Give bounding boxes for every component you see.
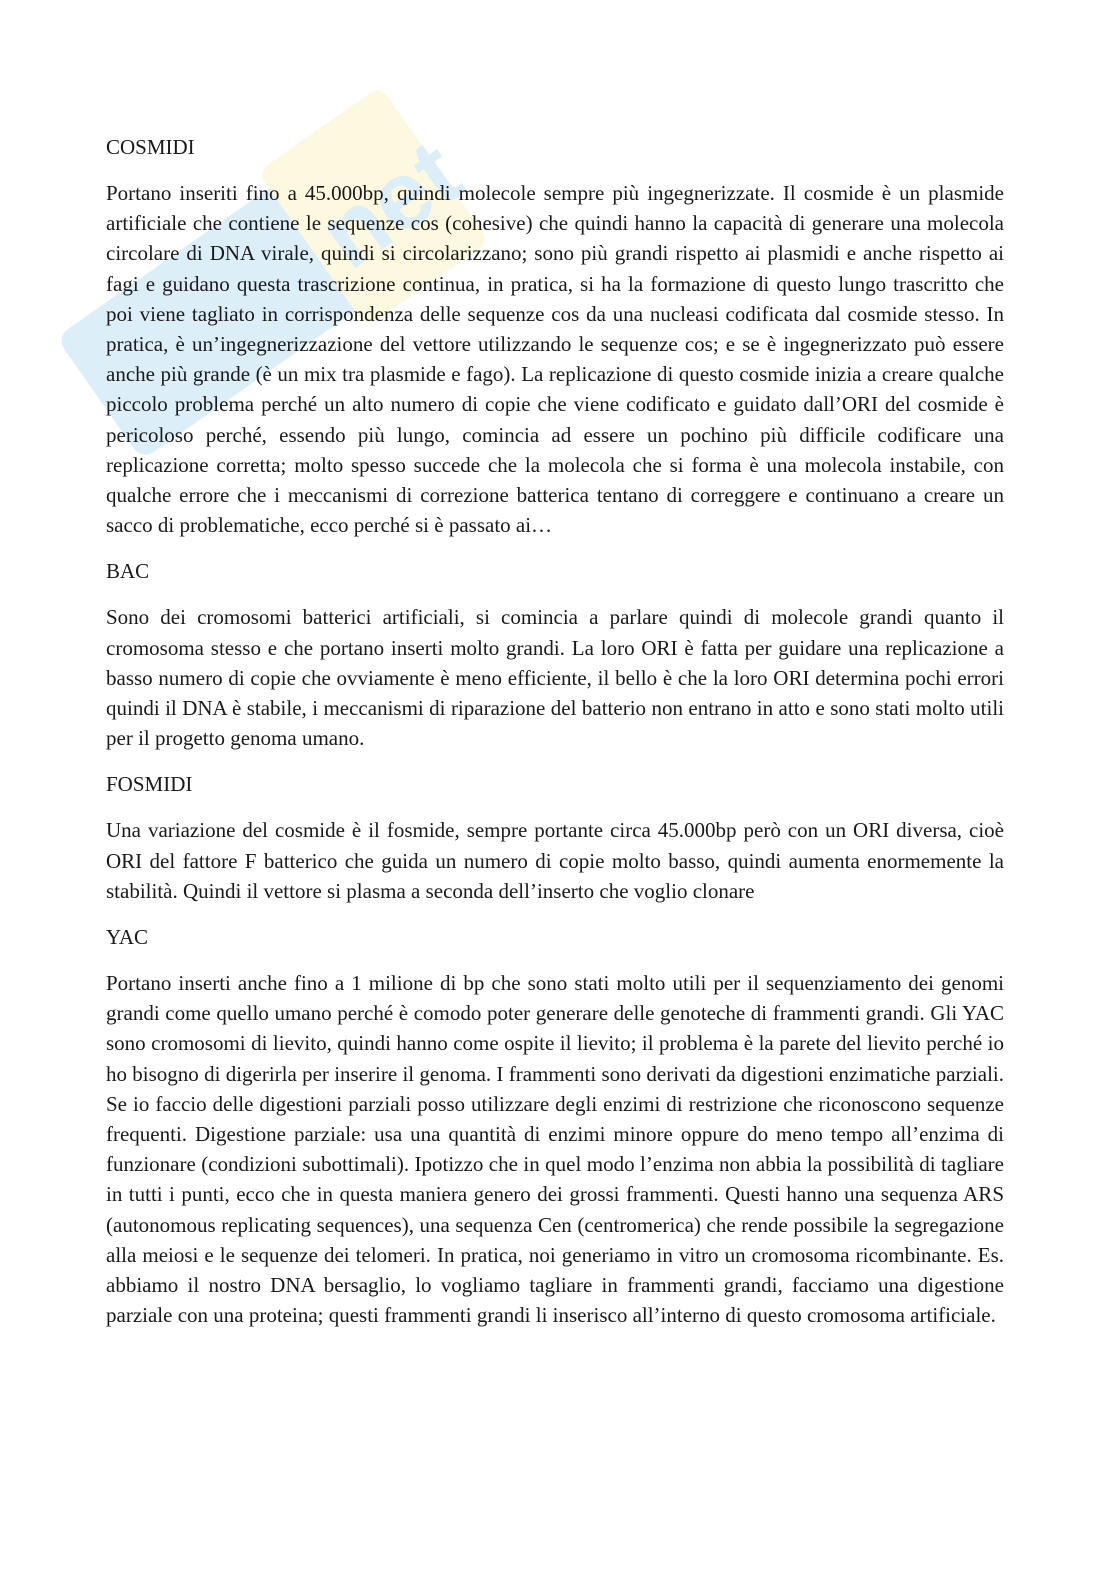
section-heading-fosmidi: FOSMIDI <box>106 772 193 797</box>
section-body-cosmidi: Portano inseriti fino a 45.000bp, quindi molecole sempre più ingegnerizzate. Il cosmide è un plasmide artificiale che contiene le sequenze cos (cohesive) che quindi hanno la capacità di generare una molecola circolare di DNA virale, quindi si circolarizzano; sono più grandi rispetto ai plasmidi e anche rispetto ai fagi e guidano questa trascrizione continua, in pratica, si ha la formazione di questo lungo trascritto che poi viene tagliato in corrispondenza delle sequenze cos da una nucleasi codificata dal cosmide stesso. In pratica, è un’ingegnerizzazione del vettore utilizzando le sequenze cos; e se è ingegnerizzato può essere anche più grande (è un mix tra plasmide e fago). La replicazione di questo cosmide inizia a creare qualche piccolo problema perché un alto numero di copie che viene codificato e guidato dall’ORI del cosmide è pericoloso perché, essendo più lungo, comincia ad essere un pochino più difficile codificare una replicazione corretta; molto spesso succede che la molecola che si forma è una molecola instabile, con qualche errore che i meccanismi di correzione batterica tentano di correggere e continuano a creare un sacco di problematiche, ecco perché si è passato ai… <box>106 181 1004 538</box>
document-body <box>106 128 1004 1347</box>
section-body-bac: Sono dei cromosomi batterici artificiali, si comincia a parlare quindi di molecole grandi quanto il cromosoma stesso e che portano inserti molto grandi. La loro ORI è fatta per guidare una replicazione a basso numero di copie che ovviamente è meno efficiente, il bello è che la loro ORI determina pochi errori quindi il DNA è stabile, i meccanismi di riparazione del batterio non entrano in atto e sono stati molto utili per il progetto genoma umano. <box>106 605 1004 751</box>
section-body-yac: Portano inserti anche fino a 1 milione di bp che sono stati molto utili per il sequenziamento dei genomi grandi come quello umano perché è comodo poter generare delle genoteche di frammenti grandi. Gli YAC sono cromosomi di lievito, quindi hanno come ospite il lievito; il problema è la parete del lievito perché io ho bisogno di digerirla per inserire il genoma. I frammenti sono derivati da digestioni enzimatiche parziali. Se io faccio delle digestioni parziali posso utilizzare degli enzimi di restrizione che riconoscono sequenze frequenti. Digestione parziale: usa una quantità di enzimi minore oppure do meno tempo all’enzima di funzionare (condizioni subottimali). Ipotizzo che in quel modo l’enzima non abbia la possibilità di tagliare in tutti i punti, ecco che in questa maniera genero dei grossi frammenti. Questi hanno una sequenza ARS (autonomous replicating sequences), una sequenza Cen (centromerica) che rende possibile la segregazione alla meiosi e le sequenze dei telomeri. In pratica, noi generiamo in vitro un cromosoma ricombinante. Es. abbiamo il nostro DNA bersaglio, lo vogliamo tagliare in frammenti grandi, facciamo una digestione parziale con una proteina; questi frammenti grandi li inserisco all’interno di questo cromosoma artificiale. <box>106 971 1004 1328</box>
section-heading-yac: YAC <box>106 925 149 950</box>
section-heading-cosmidi: COSMIDI <box>106 135 195 159</box>
section-heading-bac: BAC <box>106 559 150 584</box>
section-body-fosmidi: Una variazione del cosmide è il fosmide, sempre portante circa 45.000bp però con un ORI diversa, cioè ORI del fattore F batterico che guida un numero di copie molto basso, quindi aumenta enormemente la stabilità. Quindi il vettore si plasma a seconda dell’inserto che voglio clonare <box>106 818 1004 903</box>
svg-text:net: net <box>300 119 480 290</box>
